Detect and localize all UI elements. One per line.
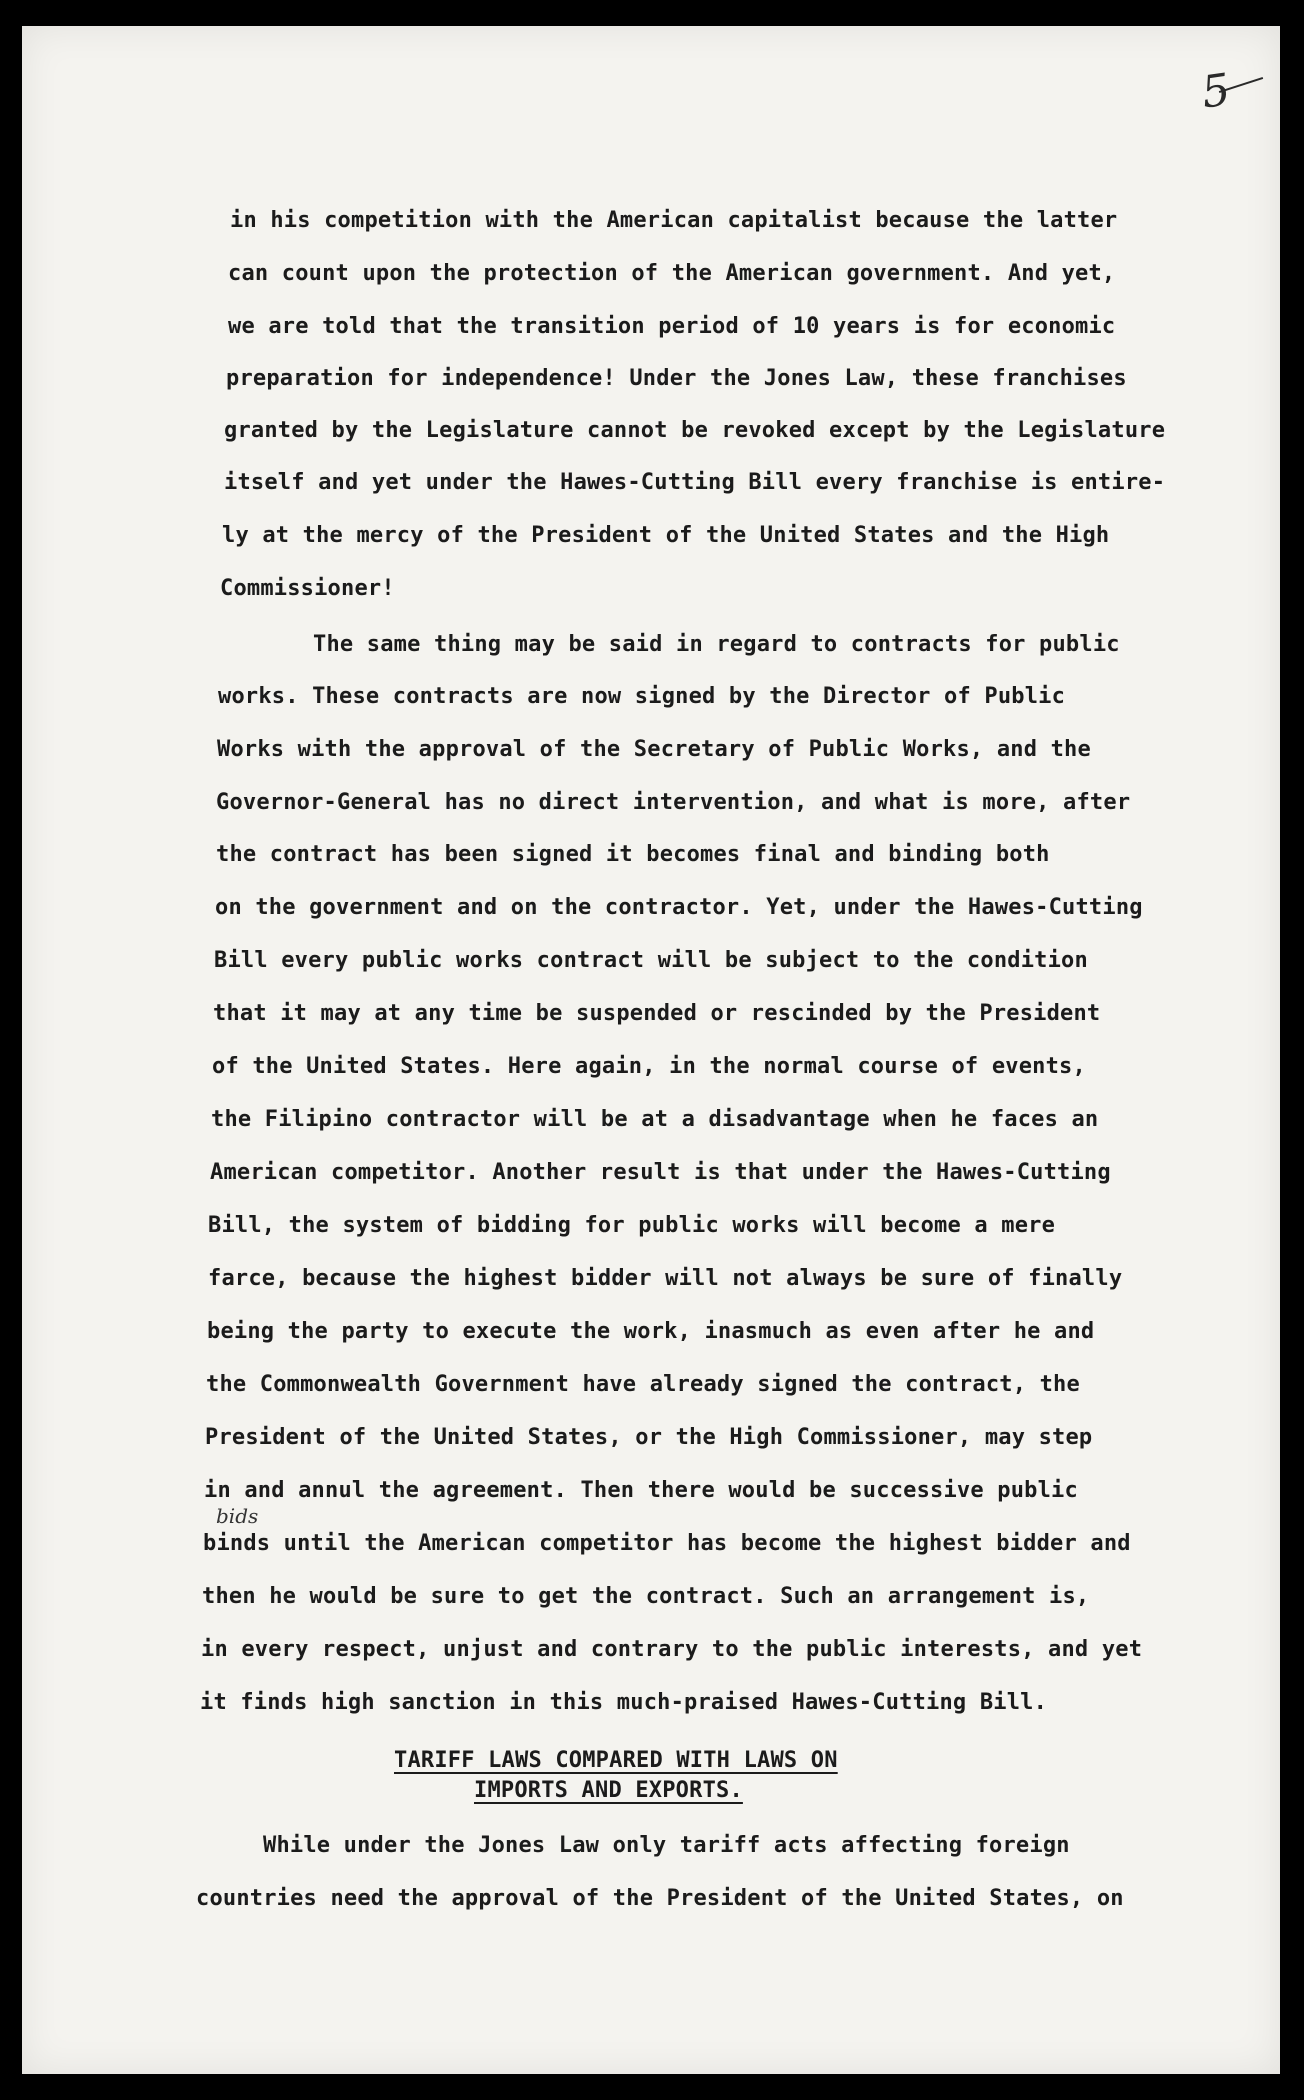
text-line: in his competition with the American capitalist because the latter (230, 208, 1118, 233)
text-line: that it may at any time be suspended or rescinded by the President (213, 1001, 1101, 1026)
text-line: the contract has been signed it becomes final and binding both (216, 842, 1050, 867)
text-line: on the government and on the contractor. Yet, under the Hawes-Cutting (215, 895, 1143, 920)
text-line: of the United States. Here again, in the normal course of events, (212, 1054, 1086, 1079)
text-line: itself and yet under the Hawes-Cutting Bill every franchise is entire- (224, 470, 1166, 495)
text-line: countries need the approval of the President of the United States, on (196, 1886, 1124, 1911)
text-line: Commissioner! (220, 576, 395, 601)
text-line: can count upon the protection of the American government. And yet, (228, 261, 1116, 286)
text-line: The same thing may be said in regard to contracts for public (313, 632, 1120, 657)
text-line: in and annul the agreement. Then there would be successive public (204, 1478, 1078, 1503)
text-line: President of the United States, or the High Commissioner, may step (205, 1425, 1093, 1450)
text-line: granted by the Legislature cannot be revoked except by the Legislature (224, 418, 1166, 443)
section-heading-line2: IMPORTS AND EXPORTS. (474, 1778, 743, 1803)
text-line: the Filipino contractor will be at a disadvantage when he faces an (211, 1107, 1099, 1132)
text-line: ly at the mercy of the President of the United States and the High (222, 523, 1110, 548)
text-line: the Commonwealth Government have already signed the contract, the (206, 1372, 1080, 1397)
text-line: farce, because the highest bidder will not always be sure of finally (208, 1266, 1123, 1291)
text-line: then he would be sure to get the contract. Such an arrangement is, (202, 1584, 1090, 1609)
text-line: binds until the American competitor has become the highest bidder and (203, 1531, 1131, 1556)
text-line: Bill every public works contract will be subject to the condition (214, 948, 1088, 973)
page-number: 5 (1198, 64, 1234, 119)
text-line: Bill, the system of bidding for public works will become a mere (208, 1213, 1056, 1238)
text-line: preparation for independence! Under the Jones Law, these franchises (226, 366, 1127, 391)
text-line: Governor-General has no direct intervention, and what is more, after (216, 790, 1131, 815)
section-heading-line1: TARIFF LAWS COMPARED WITH LAWS ON (394, 1748, 838, 1773)
text-line: being the party to execute the work, inasmuch as even after he and (207, 1319, 1095, 1344)
text-line: in every respect, unjust and contrary to the public interests, and yet (201, 1637, 1143, 1662)
text-line: works. These contracts are now signed by the Director of Public (218, 684, 1066, 709)
text-line: it finds high sanction in this much-praised Hawes-Cutting Bill. (200, 1690, 1048, 1715)
handwritten-correction: bids (216, 1504, 259, 1528)
text-line: While under the Jones Law only tariff acts affecting foreign (263, 1833, 1070, 1858)
text-line: Works with the approval of the Secretary of Public Works, and the (217, 737, 1091, 762)
text-line: American competitor. Another result is that under the Hawes-Cutting (210, 1160, 1111, 1185)
text-line: we are told that the transition period of 10 years is for economic (228, 314, 1116, 339)
